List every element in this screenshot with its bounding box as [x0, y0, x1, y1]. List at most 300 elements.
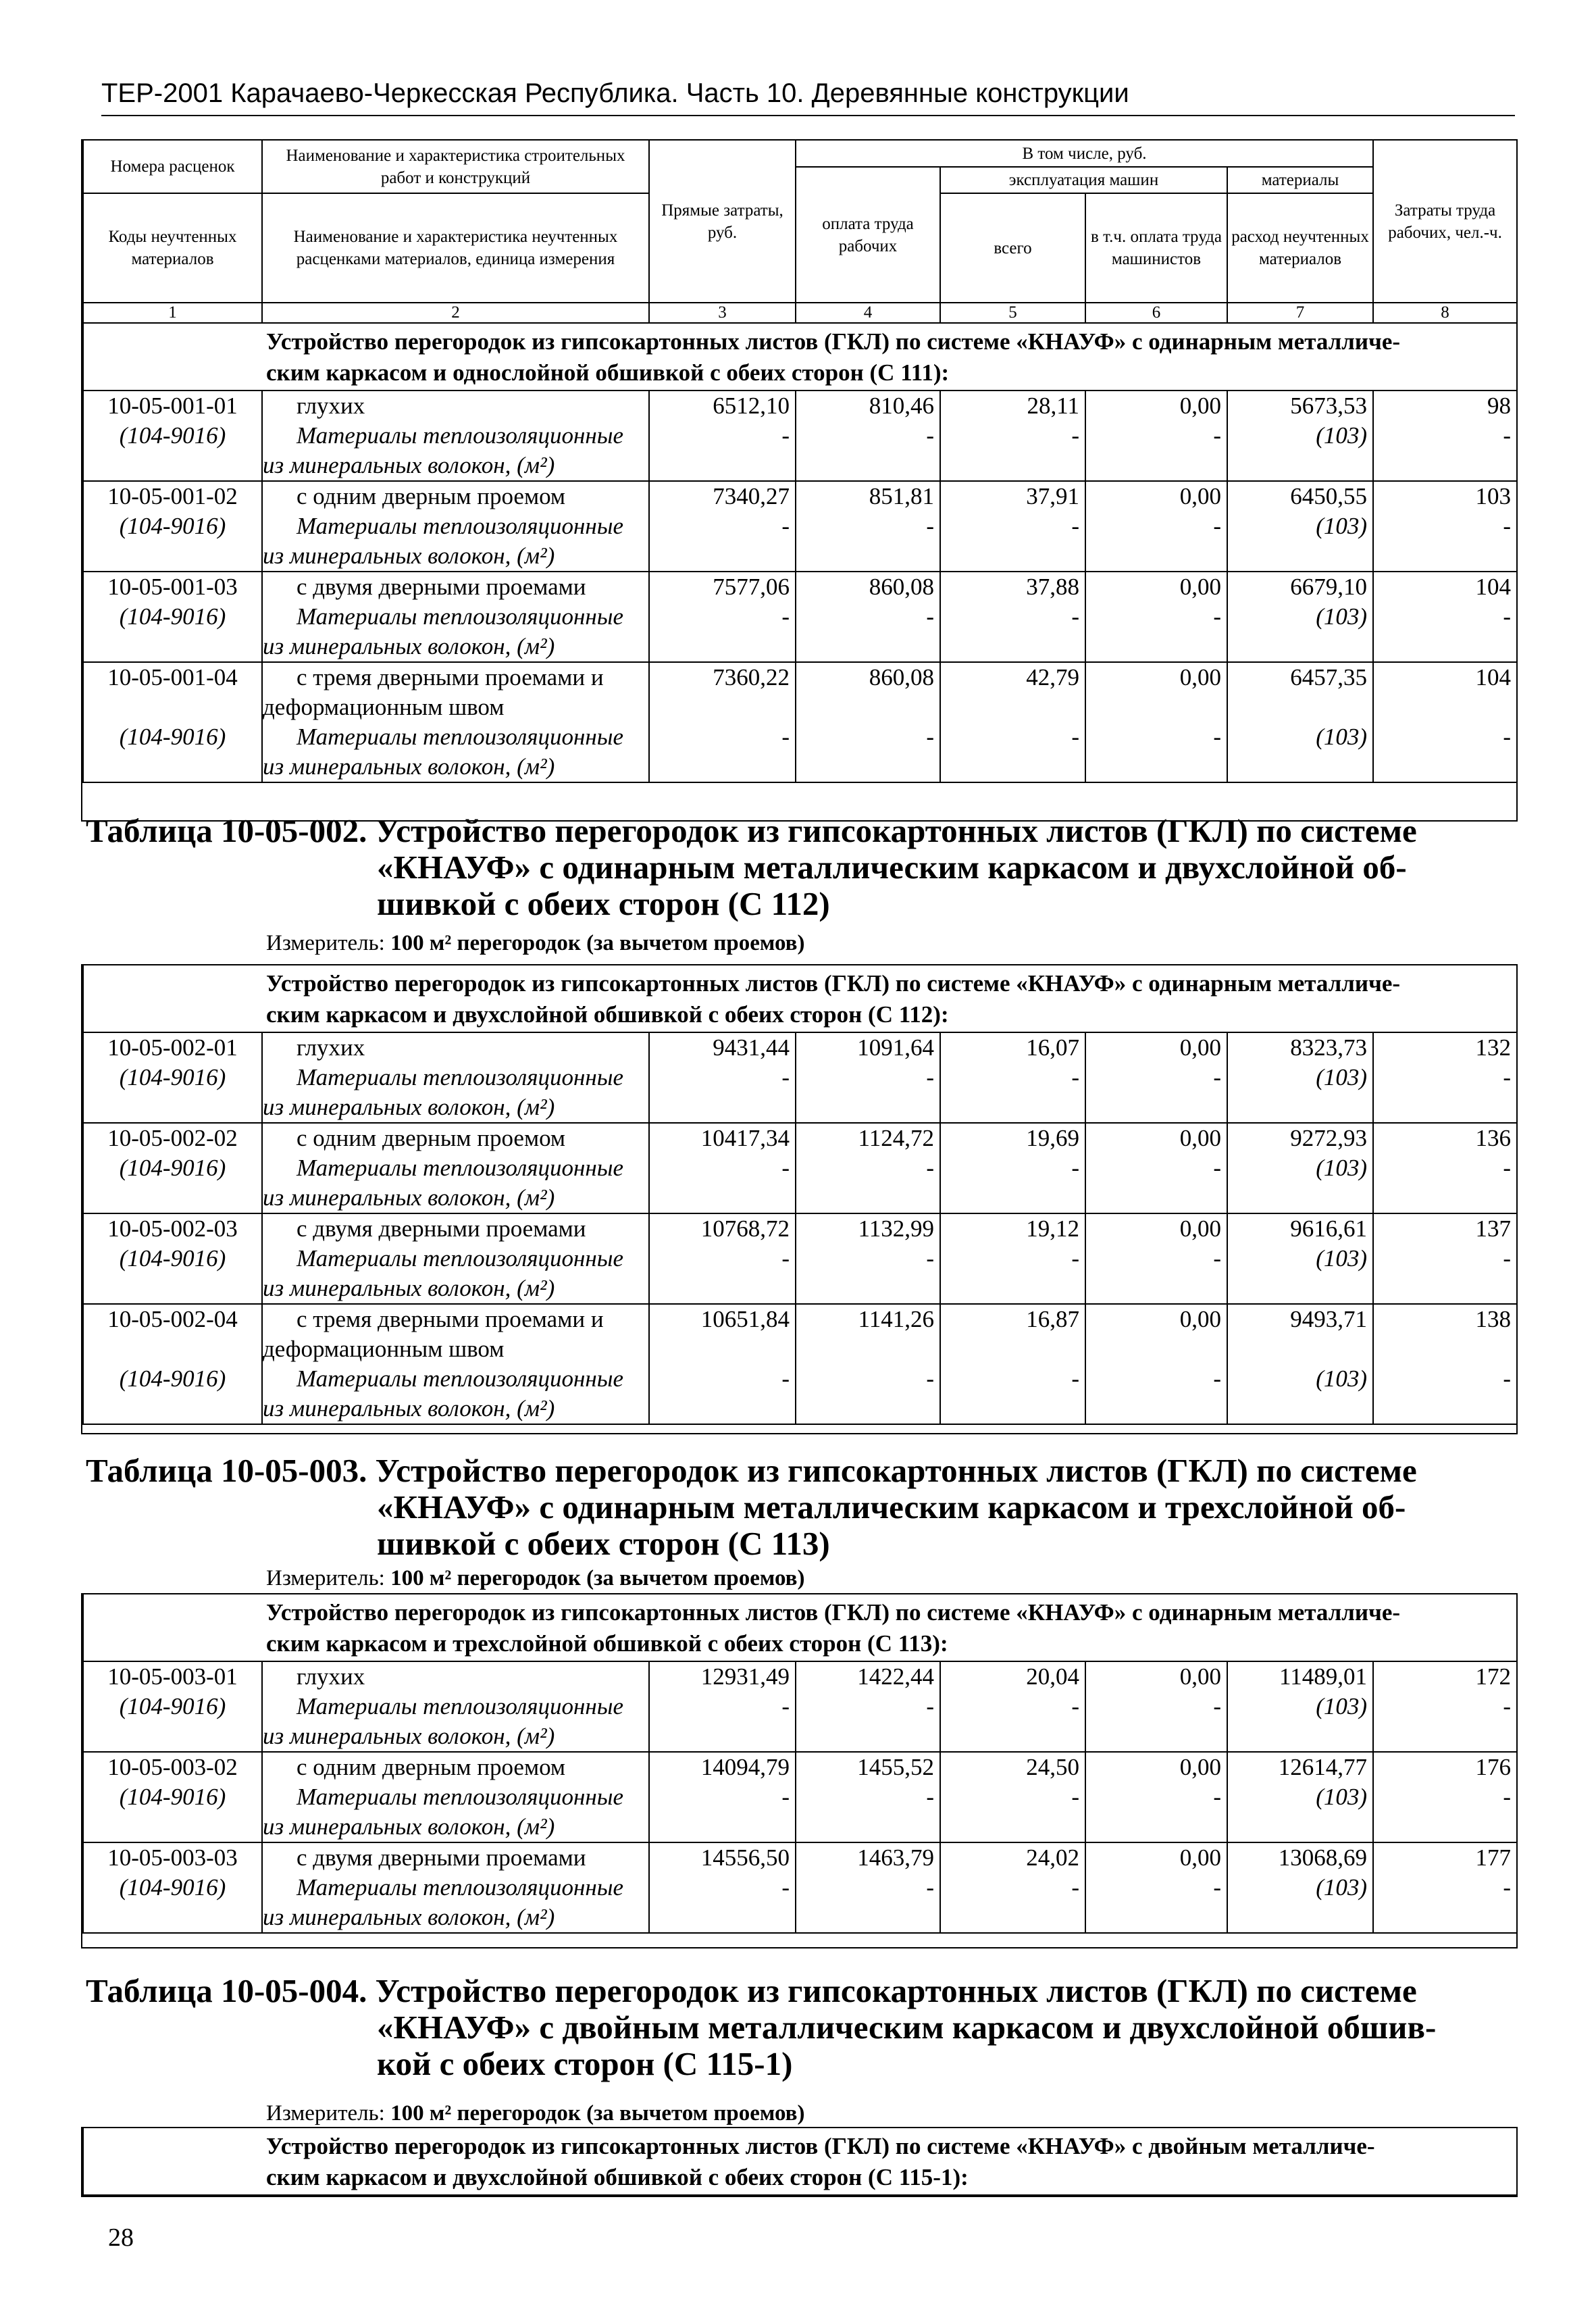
work-name: глухих [297, 1034, 365, 1061]
header-direct-costs: Прямые затраты, руб. [649, 140, 796, 303]
material-dash: - [926, 1245, 934, 1272]
material-quantity: (103) [1316, 1155, 1367, 1181]
value-operators: 0,00 [1179, 1844, 1221, 1871]
cell-labor [796, 572, 940, 662]
material-dash: - [1503, 1784, 1512, 1810]
cell-labor [796, 1304, 940, 1424]
table-title-line: шивкой с обеих сторон (С 112) [377, 885, 830, 922]
rates-table-block [81, 1593, 1518, 1948]
cell-machines [940, 1123, 1085, 1213]
value-materials: 8323,73 [1290, 1034, 1367, 1061]
cell-name [262, 1752, 649, 1842]
table-row [83, 1304, 1517, 1424]
material-dash: - [926, 724, 934, 750]
material-code: (104-9016) [119, 603, 226, 630]
value-materials: 12614,77 [1278, 1754, 1367, 1780]
value-machines: 16,07 [1026, 1034, 1079, 1061]
section-heading-row [83, 2128, 1517, 2195]
material-name-line: из минеральных волокон, (м²) [263, 1184, 555, 1211]
cell-labor [796, 1123, 940, 1213]
cell-hours [1373, 572, 1517, 662]
material-dash: - [1213, 1064, 1221, 1090]
section-heading-line: ским каркасом и двухслойной обшивкой с обеих сторон (С 115-1): [266, 2164, 969, 2190]
value-hours: 138 [1475, 1306, 1512, 1332]
cell-machines [940, 1213, 1085, 1304]
value-materials: 9616,61 [1290, 1215, 1367, 1242]
rates-table [82, 1593, 1518, 1934]
cell-machines [940, 1752, 1085, 1842]
cell-name [262, 481, 649, 572]
material-name-line: Материалы теплоизоляционные [297, 1365, 624, 1392]
material-code: (104-9016) [119, 513, 226, 539]
rate-code: 10-05-001-04 [107, 664, 238, 690]
material-dash: - [1503, 1693, 1512, 1719]
material-dash: - [781, 1365, 790, 1392]
value-labor: 1141,26 [858, 1306, 934, 1332]
value-direct: 7577,06 [713, 574, 790, 600]
material-quantity: (103) [1316, 1365, 1367, 1392]
cell-code [83, 1304, 262, 1424]
rates-table [82, 2127, 1518, 2196]
measure-unit [266, 2101, 804, 2126]
cell-name [262, 1304, 649, 1424]
column-number: 5 [940, 303, 1085, 323]
value-direct: 14094,79 [700, 1754, 790, 1780]
cell-direct [649, 1661, 796, 1752]
material-dash: - [926, 1693, 934, 1719]
value-direct: 7340,27 [713, 483, 790, 509]
material-dash: - [926, 422, 934, 449]
value-labor: 1463,79 [857, 1844, 934, 1871]
material-name-line: из минеральных волокон, (м²) [263, 633, 555, 659]
header-operator-pay: в т.ч. оплата труда машинистов [1085, 193, 1227, 303]
work-name: с двумя дверными проемами [297, 1844, 586, 1871]
measure-label: Измеритель: [266, 2101, 385, 2126]
material-dash: - [1503, 1064, 1512, 1090]
value-direct: 10651,84 [700, 1306, 790, 1332]
cell-direct [649, 481, 796, 572]
value-hours: 104 [1475, 574, 1512, 600]
section-heading-line: Устройство перегородок из гипсокартонных листов (ГКЛ) по системе «КНАУФ» с одинарным металличе- [266, 970, 1401, 997]
cell-direct [649, 1032, 796, 1123]
rates-table [82, 964, 1518, 1425]
material-code: (104-9016) [119, 1874, 226, 1901]
material-dash: - [781, 603, 790, 630]
table-row [83, 481, 1517, 572]
value-hours: 104 [1475, 664, 1512, 690]
value-materials: 6457,35 [1290, 664, 1368, 690]
value-hours: 137 [1475, 1215, 1512, 1242]
cell-operators [1085, 1842, 1227, 1933]
table-title-line: «КНАУФ» с одинарным металлическим каркасом и трехслойной об- [377, 1488, 1406, 1526]
value-materials: 6450,55 [1290, 483, 1368, 509]
cell-code [83, 572, 262, 662]
material-quantity: (103) [1316, 1245, 1367, 1272]
section-heading-line: Устройство перегородок из гипсокартонных листов (ГКЛ) по системе «КНАУФ» с одинарным металличе- [266, 328, 1401, 355]
section-heading-row [83, 323, 1517, 391]
material-dash: - [926, 1365, 934, 1392]
cell-operators [1085, 1661, 1227, 1752]
table-row [83, 1032, 1517, 1123]
column-number: 6 [1085, 303, 1227, 323]
material-dash: - [781, 1693, 790, 1719]
rate-code: 10-05-003-03 [107, 1844, 238, 1871]
rate-code: 10-05-001-03 [107, 574, 238, 600]
table-row [83, 1752, 1517, 1842]
page-number: 28 [108, 2223, 134, 2252]
material-quantity: (103) [1316, 513, 1368, 539]
material-name-line: Материалы теплоизоляционные [297, 513, 624, 539]
header-rate-numbers: Номера расценок [83, 140, 262, 193]
section-heading-line: ским каркасом и трехслойной обшивкой с обеих сторон (С 113): [266, 1630, 948, 1657]
cell-code [83, 391, 262, 481]
material-name-line: Материалы теплоизоляционные [297, 1245, 624, 1272]
header-machines: эксплуатация машин [940, 167, 1227, 193]
cell-machines [940, 662, 1085, 782]
material-dash: - [1503, 1365, 1512, 1392]
material-name-line: из минеральных волокон, (м²) [263, 1395, 555, 1422]
cell-code [83, 1752, 262, 1842]
cell-materials [1227, 1752, 1373, 1842]
material-dash: - [1213, 1693, 1221, 1719]
work-name: глухих [297, 393, 365, 419]
cell-operators [1085, 391, 1227, 481]
value-machines: 16,87 [1026, 1306, 1079, 1332]
material-dash: - [1503, 513, 1512, 539]
value-operators: 0,00 [1179, 483, 1221, 509]
value-materials: 5673,53 [1290, 393, 1368, 419]
section-heading-line: Устройство перегородок из гипсокартонных листов (ГКЛ) по системе «КНАУФ» с двойным металличе- [266, 2133, 1375, 2159]
material-quantity: (103) [1316, 422, 1368, 449]
value-labor: 1091,64 [857, 1034, 934, 1061]
value-direct: 14556,50 [700, 1844, 790, 1871]
rates-table-block [81, 139, 1518, 822]
cell-direct [649, 662, 796, 782]
material-name-line: из минеральных волокон, (м²) [263, 1094, 555, 1120]
value-hours: 172 [1475, 1663, 1512, 1690]
cell-operators [1085, 1123, 1227, 1213]
cell-direct [649, 1213, 796, 1304]
cell-direct [649, 1304, 796, 1424]
cell-direct [649, 391, 796, 481]
cell-labor [796, 662, 940, 782]
material-name-line: из минеральных волокон, (м²) [263, 452, 555, 478]
value-materials: 9272,93 [1290, 1125, 1367, 1151]
material-name-line: Материалы теплоизоляционные [297, 422, 624, 449]
material-name-line: Материалы теплоизоляционные [297, 1693, 624, 1719]
cell-operators [1085, 1213, 1227, 1304]
material-dash: - [1071, 1155, 1079, 1181]
cell-materials [1227, 1032, 1373, 1123]
cell-operators [1085, 1752, 1227, 1842]
measure-value: 100 м² перегородок (за вычетом проемов) [390, 931, 805, 955]
cell-direct [649, 1842, 796, 1933]
cell-name [262, 391, 649, 481]
cell-machines [940, 1842, 1085, 1933]
material-dash: - [1213, 513, 1221, 539]
cell-materials [1227, 1213, 1373, 1304]
material-dash: - [781, 724, 790, 750]
value-labor: 860,08 [869, 664, 934, 690]
cell-machines [940, 1032, 1085, 1123]
header-material-name: Наименование и характеристика неучтенных расценками материалов, единица измерения [262, 193, 649, 303]
material-name-line: из минеральных волокон, (м²) [263, 753, 555, 780]
table-title-line: Таблица 10-05-003. Устройство перегородок из гипсокартонных листов (ГКЛ) по системе [86, 1452, 1417, 1489]
measure-unit [266, 931, 804, 956]
material-dash: - [1071, 1693, 1079, 1719]
table-title [86, 1453, 1538, 1562]
value-operators: 0,00 [1179, 1754, 1221, 1780]
material-dash: - [1071, 1784, 1079, 1810]
cell-hours [1373, 391, 1517, 481]
value-labor: 1422,44 [857, 1663, 934, 1690]
cell-machines [940, 1304, 1085, 1424]
material-dash: - [781, 422, 790, 449]
cell-hours [1373, 1661, 1517, 1752]
material-dash: - [926, 1064, 934, 1090]
header-worker-pay: оплата труда рабочих [796, 167, 940, 303]
material-dash: - [1213, 1874, 1221, 1901]
material-dash: - [1071, 1064, 1079, 1090]
value-operators: 0,00 [1179, 1215, 1221, 1242]
value-operators: 0,00 [1179, 1663, 1221, 1690]
cell-name [262, 1032, 649, 1123]
material-code: (104-9016) [119, 1155, 226, 1181]
work-name: с одним дверным проемом [297, 1754, 566, 1780]
material-dash: - [1071, 724, 1079, 750]
rates-table-block [81, 2127, 1518, 2197]
rate-code: 10-05-002-04 [107, 1306, 238, 1332]
section-heading-line: Устройство перегородок из гипсокартонных листов (ГКЛ) по системе «КНАУФ» с одинарным металличе- [266, 1599, 1401, 1626]
cell-labor [796, 1752, 940, 1842]
material-dash: - [1213, 1155, 1221, 1181]
material-dash: - [1213, 603, 1221, 630]
table-row [83, 1213, 1517, 1304]
cell-operators [1085, 481, 1227, 572]
cell-labor [796, 1032, 940, 1123]
measure-value: 100 м² перегородок (за вычетом проемов) [390, 1566, 805, 1590]
value-materials: 11489,01 [1279, 1663, 1367, 1690]
cell-materials [1227, 662, 1373, 782]
cell-hours [1373, 1752, 1517, 1842]
value-machines: 37,88 [1026, 574, 1079, 600]
material-dash: - [1213, 1245, 1221, 1272]
rate-code: 10-05-002-01 [107, 1034, 238, 1061]
cell-hours [1373, 1842, 1517, 1933]
cell-materials [1227, 1661, 1373, 1752]
cell-hours [1373, 662, 1517, 782]
material-dash: - [1071, 1245, 1079, 1272]
table-header [83, 140, 1517, 323]
material-code: (104-9016) [119, 1064, 226, 1090]
cell-materials [1227, 572, 1373, 662]
cell-name [262, 1213, 649, 1304]
rates-table [82, 139, 1518, 783]
material-name-line: из минеральных волокон, (м²) [263, 543, 555, 569]
section-heading-row [83, 1594, 1517, 1661]
material-dash: - [926, 513, 934, 539]
material-name-line: из минеральных волокон, (м²) [263, 1813, 555, 1840]
rate-code: 10-05-003-02 [107, 1754, 238, 1780]
material-dash: - [1213, 1365, 1221, 1392]
section-heading-row [83, 965, 1517, 1032]
material-name-line: из минеральных волокон, (м²) [263, 1904, 555, 1930]
value-labor: 1124,72 [858, 1125, 934, 1151]
material-name-line: Материалы теплоизоляционные [297, 1064, 624, 1090]
material-code: (104-9016) [119, 1245, 226, 1272]
cell-code [83, 1661, 262, 1752]
cell-labor [796, 1661, 940, 1752]
value-operators: 0,00 [1179, 664, 1221, 690]
material-quantity: (103) [1316, 724, 1368, 750]
cell-materials [1227, 481, 1373, 572]
value-hours: 177 [1475, 1844, 1512, 1871]
cell-labor [796, 1213, 940, 1304]
header-material-codes: Коды неучтенных материалов [83, 193, 262, 303]
cell-operators [1085, 662, 1227, 782]
header-machines-total: всего [940, 193, 1085, 303]
value-materials: 6679,10 [1290, 574, 1368, 600]
rate-code: 10-05-003-01 [107, 1663, 238, 1690]
value-hours: 176 [1475, 1754, 1512, 1780]
material-name-line: Материалы теплоизоляционные [297, 603, 624, 630]
value-labor: 860,08 [869, 574, 934, 600]
cell-machines [940, 391, 1085, 481]
value-operators: 0,00 [1179, 1034, 1221, 1061]
value-labor: 1455,52 [857, 1754, 934, 1780]
measure-value: 100 м² перегородок (за вычетом проемов) [390, 2101, 805, 2126]
material-code: (104-9016) [119, 724, 226, 750]
value-direct: 6512,10 [713, 393, 790, 419]
value-direct: 7360,22 [713, 664, 790, 690]
page-header: ТЕР-2001 Карачаево-Черкесская Республика. Часть 10. Деревянные конструкции [101, 78, 1129, 108]
cell-direct [649, 1752, 796, 1842]
table-title-line: шивкой с обеих сторон (С 113) [377, 1525, 830, 1562]
header-divider [101, 115, 1515, 116]
value-direct: 12931,49 [700, 1663, 790, 1690]
section-heading-line: ским каркасом и двухслойной обшивкой с обеих сторон (С 112): [266, 1001, 949, 1028]
value-operators: 0,00 [1179, 393, 1221, 419]
cell-hours [1373, 1213, 1517, 1304]
cell-labor [796, 481, 940, 572]
material-dash: - [1503, 422, 1512, 449]
value-materials: 9493,71 [1290, 1306, 1367, 1332]
material-name-line: Материалы теплоизоляционные [297, 1874, 624, 1901]
value-machines: 19,12 [1026, 1215, 1079, 1242]
table-title-line: «КНАУФ» с одинарным металлическим каркасом и двухслойной об- [377, 849, 1407, 886]
cell-materials [1227, 1123, 1373, 1213]
work-name: глухих [297, 1663, 365, 1690]
cell-name [262, 1661, 649, 1752]
material-dash: - [1071, 422, 1079, 449]
value-hours: 136 [1475, 1125, 1512, 1151]
rate-code: 10-05-002-03 [107, 1215, 238, 1242]
cell-materials [1227, 391, 1373, 481]
material-code: (104-9016) [119, 1365, 226, 1392]
material-quantity: (103) [1316, 1784, 1367, 1810]
value-labor: 851,81 [869, 483, 934, 509]
value-direct: 10417,34 [700, 1125, 790, 1151]
material-name-line: из минеральных волокон, (м²) [263, 1275, 555, 1301]
material-code: (104-9016) [119, 1784, 226, 1810]
value-direct: 9431,44 [713, 1034, 790, 1061]
cell-operators [1085, 1032, 1227, 1123]
material-dash: - [1503, 724, 1512, 750]
table-row [83, 572, 1517, 662]
table-row [83, 662, 1517, 782]
value-machines: 28,11 [1027, 393, 1079, 419]
cell-hours [1373, 1304, 1517, 1424]
cell-machines [940, 1661, 1085, 1752]
material-dash: - [1213, 1784, 1221, 1810]
value-machines: 24,50 [1026, 1754, 1079, 1780]
material-quantity: (103) [1316, 1064, 1367, 1090]
material-dash: - [926, 1874, 934, 1901]
table-row [83, 391, 1517, 481]
material-code: (104-9016) [119, 1693, 226, 1719]
cell-operators [1085, 1304, 1227, 1424]
table-spacer [82, 1934, 1516, 1947]
work-name: с двумя дверными проемами [297, 574, 586, 600]
cell-direct [649, 1123, 796, 1213]
table-title-line: «КНАУФ» с двойным металлическим каркасом и двухслойной обшив- [377, 2009, 1437, 2046]
table-title-line: кой с обеих сторон (С 115-1) [377, 2045, 793, 2082]
rate-code: 10-05-002-02 [107, 1125, 238, 1151]
cell-direct [649, 572, 796, 662]
value-operators: 0,00 [1179, 1306, 1221, 1332]
material-quantity: (103) [1316, 1693, 1367, 1719]
cell-code [83, 1842, 262, 1933]
value-materials: 13068,69 [1278, 1844, 1367, 1871]
rates-table-block [81, 964, 1518, 1434]
table-row [83, 1661, 1517, 1752]
cell-hours [1373, 1032, 1517, 1123]
header-material-consumption: расход неучтенных материалов [1227, 193, 1373, 303]
value-machines: 37,91 [1026, 483, 1079, 509]
cell-hours [1373, 1123, 1517, 1213]
material-name-line: Материалы теплоизоляционные [297, 724, 624, 750]
work-name: с одним дверным проемом [297, 1125, 566, 1151]
material-dash: - [781, 513, 790, 539]
table-title-line: Таблица 10-05-004. Устройство перегородок из гипсокартонных листов (ГКЛ) по системе [86, 1972, 1417, 2009]
measure-unit [266, 1566, 804, 1591]
value-machines: 24,02 [1026, 1844, 1079, 1871]
table-title [86, 1973, 1538, 2082]
header-materials: материалы [1227, 167, 1373, 193]
cell-code [83, 1123, 262, 1213]
value-labor: 810,46 [869, 393, 934, 419]
cell-code [83, 1213, 262, 1304]
material-dash: - [1503, 1245, 1512, 1272]
material-dash: - [781, 1245, 790, 1272]
material-dash: - [1213, 422, 1221, 449]
work-name: с тремя дверными проемами и деформационным швом [263, 664, 604, 720]
material-dash: - [1071, 603, 1079, 630]
value-machines: 19,69 [1026, 1125, 1079, 1151]
table-row [83, 1842, 1517, 1933]
value-hours: 132 [1475, 1034, 1512, 1061]
header-work-name: Наименование и характеристика строительных работ и конструкций [262, 140, 649, 193]
header-including: В том числе, руб. [796, 140, 1373, 167]
value-hours: 98 [1487, 393, 1512, 419]
material-dash: - [1503, 603, 1512, 630]
cell-name [262, 662, 649, 782]
material-dash: - [926, 1784, 934, 1810]
cell-code [83, 1032, 262, 1123]
work-name: с одним дверным проемом [297, 483, 566, 509]
material-name-line: Материалы теплоизоляционные [297, 1784, 624, 1810]
value-labor: 1132,99 [858, 1215, 934, 1242]
